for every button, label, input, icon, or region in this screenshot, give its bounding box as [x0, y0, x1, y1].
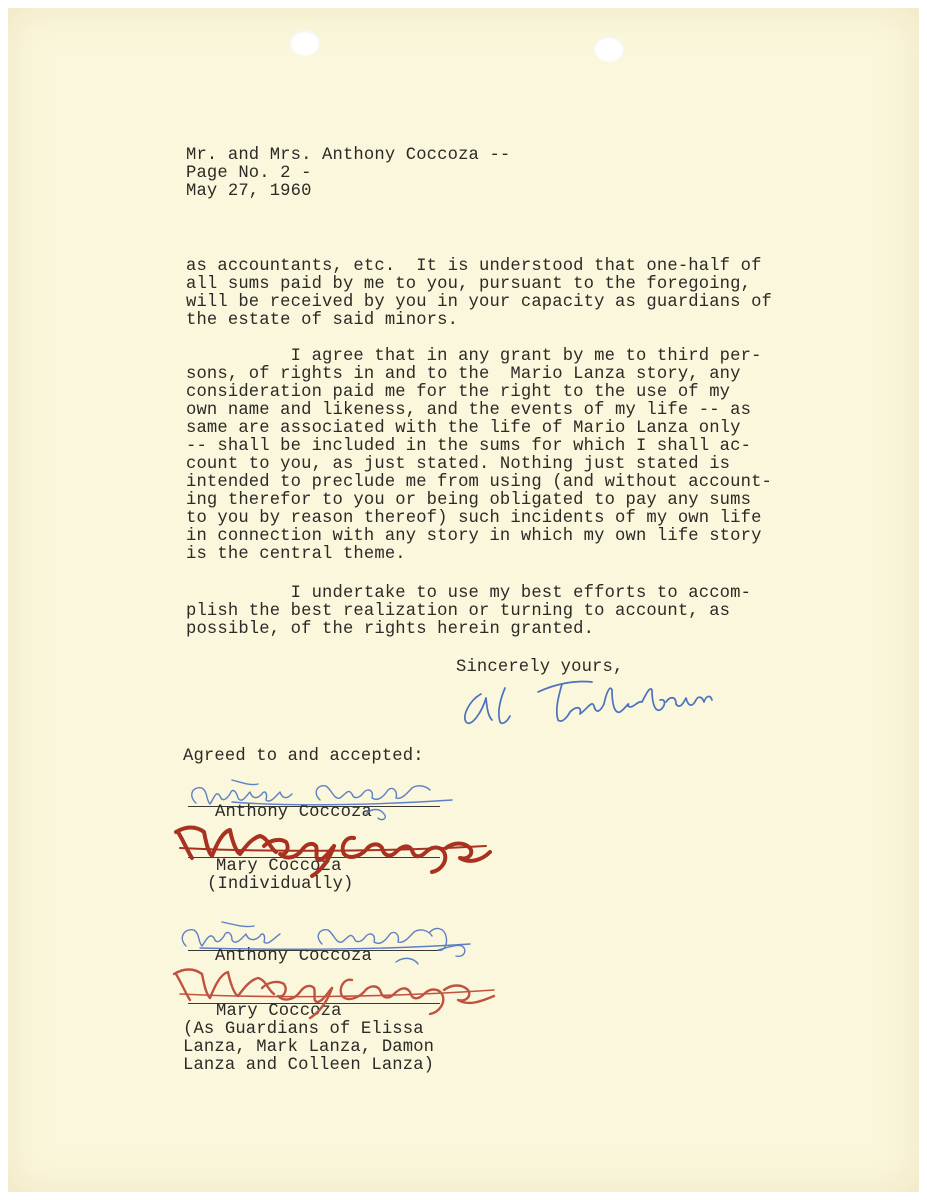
signature-mary-cocozza-2 — [174, 970, 494, 1019]
signatory-name-anthony: Anthony Coccoza — [215, 803, 372, 822]
body-line: I undertake to use my best efforts to accom- — [186, 584, 752, 603]
body-line: I agree that in any grant by me to third per- — [186, 347, 762, 366]
body-line: count to you, as just stated. Nothing just stated is — [186, 455, 731, 474]
body-line: is the central theme. — [186, 545, 406, 564]
signatory-name-mary: Mary Coccoza — [216, 1002, 342, 1021]
signatory-name-anthony: Anthony Coccoza — [215, 947, 372, 966]
body-line: -- shall be included in the sums for which I shall ac- — [186, 437, 752, 456]
signatory-capacity-line: Lanza, Mark Lanza, Damon — [183, 1038, 435, 1057]
body-line: ing therefor to you or being obligated to pay any sums — [186, 491, 752, 510]
signatory-capacity-line: Lanza and Colleen Lanza) — [183, 1056, 435, 1075]
body-line: as accountants, etc. It is understood that one-half of — [186, 257, 762, 276]
body-line: will be received by you in your capacity as guardians of — [186, 293, 772, 312]
header-date: May 27, 1960 — [186, 182, 312, 201]
body-line: own name and likeness, and the events of my life -- as — [186, 401, 752, 420]
body-line: same are associated with the life of Mario Lanza only — [186, 419, 741, 438]
signatory-capacity: (Individually) — [207, 875, 354, 894]
body-line: all sums paid by me to you, pursuant to the foregoing, — [186, 275, 752, 294]
body-line: consideration paid me for the right to the use of my — [186, 383, 731, 402]
signatory-name-mary: Mary Coccoza — [216, 857, 342, 876]
acceptance-heading: Agreed to and accepted: — [183, 747, 424, 766]
header-page-number: Page No. 2 - — [186, 164, 312, 183]
header-addressee: Mr. and Mrs. Anthony Coccoza -- — [186, 146, 511, 165]
body-line: intended to preclude me from using (and without account- — [186, 473, 772, 492]
closing-salutation: Sincerely yours, — [456, 658, 624, 677]
signatory-capacity-line: (As Guardians of Elissa — [183, 1020, 424, 1039]
body-line: in connection with any story in which my own life story — [186, 527, 762, 546]
signature-al-teitelbaum — [465, 681, 712, 723]
signature-antonio-cocozza-1 — [192, 780, 452, 820]
body-line: possible, of the rights herein granted. — [186, 620, 595, 639]
body-line: sons, of rights in and to the Mario Lanza story, any — [186, 365, 741, 384]
body-line: to you by reason thereof) such incidents of my own life — [186, 509, 762, 528]
signature-mary-cocozza-1 — [176, 828, 490, 877]
body-line: the estate of said minors. — [186, 311, 459, 330]
body-line: plish the best realization or turning to account, as — [186, 602, 731, 621]
signature-antonio-cocozza-2 — [182, 922, 470, 964]
